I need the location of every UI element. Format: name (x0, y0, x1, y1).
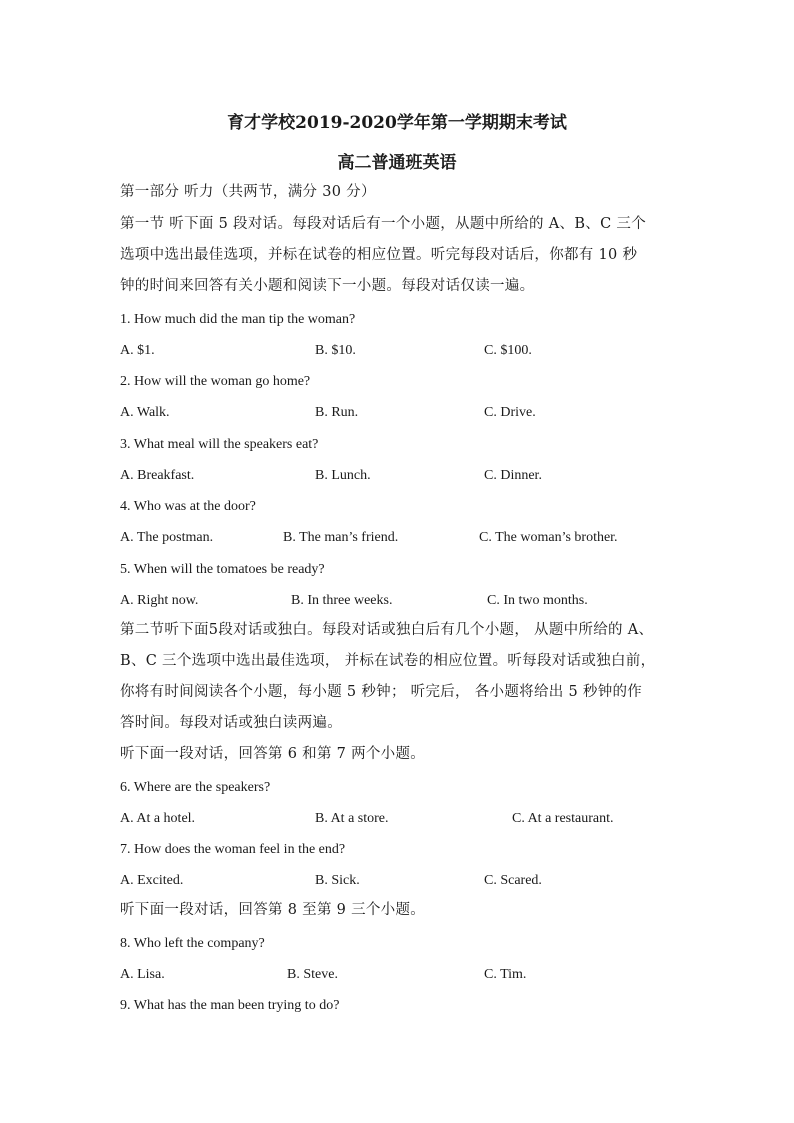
option-b: B. Run. (315, 405, 359, 420)
option-a: A. Breakfast. (120, 468, 195, 483)
part1-heading: 第一部分 听力（共两节，满分 30 分） (120, 184, 376, 200)
option-b: B. Lunch. (315, 468, 371, 483)
option-c: C. In two months. (487, 593, 588, 608)
option-c: C. At a restaurant. (512, 811, 614, 826)
option-b: B. $10. (315, 343, 356, 358)
option-a: A. At a hotel. (120, 811, 196, 826)
section2-instruction-line: B、C 三个选项中选出最佳选项， 并标在试卷的相应位置。听每段对话或独白前， (120, 653, 656, 669)
option-c: C. Scared. (484, 873, 542, 888)
question-stem: 5. When will the tomatoes be ready? (120, 562, 325, 577)
option-a: A. Lisa. (120, 967, 165, 982)
option-b: B. Steve. (287, 967, 338, 982)
subject-title: 高二普通班英语 (337, 153, 457, 173)
section2-instruction-line: 第二节听下面5段对话或独白。每段对话或独白后有几个小题， 从题中所给的 A、 (120, 622, 654, 638)
section1-instruction-line: 选项中选出最佳选项，并标在试卷的相应位置。听完每段对话后，你都有 10 秒 (120, 247, 638, 263)
section1-instruction-line: 钟的时间来回答有关小题和阅读下一小题。每段对话仅读一遍。 (120, 278, 535, 294)
option-c: C. The woman’s brother. (479, 530, 618, 545)
option-c: C. Drive. (484, 405, 536, 420)
option-b: B. Sick. (315, 873, 360, 888)
option-b: B. At a store. (315, 811, 389, 826)
question-stem: 9. What has the man been trying to do? (120, 998, 340, 1013)
question-stem: 3. What meal will the speakers eat? (120, 437, 319, 452)
option-c: C. Dinner. (484, 468, 542, 483)
option-c: C. Tim. (484, 967, 527, 982)
option-b: B. In three weeks. (291, 593, 393, 608)
option-a: A. Excited. (120, 873, 184, 888)
section2-instruction-line: 答时间。每段对话或独白读两遍。 (120, 715, 342, 731)
dialogue-group-instruction: 听下面一段对话，回答第 6 和第 7 两个小题。 (120, 746, 426, 762)
school-exam-title: 育才学校2019-2020学年第一学期期末考试 (227, 113, 567, 133)
option-a: A. Right now. (120, 593, 199, 608)
question-stem: 8. Who left the company? (120, 936, 265, 951)
section1-instruction-line: 第一节 听下面 5 段对话。每段对话后有一个小题，从题中所给的 A、B、C 三个 (120, 216, 646, 232)
option-a: A. The postman. (120, 530, 214, 545)
question-stem: 2. How will the woman go home? (120, 374, 311, 389)
dialogue-group-instruction: 听下面一段对话，回答第 8 至第 9 三个小题。 (120, 902, 426, 918)
option-c: C. $100. (484, 343, 532, 358)
question-stem: 4. Who was at the door? (120, 499, 256, 514)
option-a: A. $1. (120, 343, 155, 358)
question-stem: 1. How much did the man tip the woman? (120, 312, 356, 327)
option-a: A. Walk. (120, 405, 170, 420)
option-b: B. The man’s friend. (283, 530, 399, 545)
question-stem: 7. How does the woman feel in the end? (120, 842, 346, 857)
section2-instruction-line: 你将有时间阅读各个小题，每小题 5 秒钟； 听完后， 各小题将给出 5 秒钟的作 (120, 684, 643, 700)
question-stem: 6. Where are the speakers? (120, 780, 271, 795)
